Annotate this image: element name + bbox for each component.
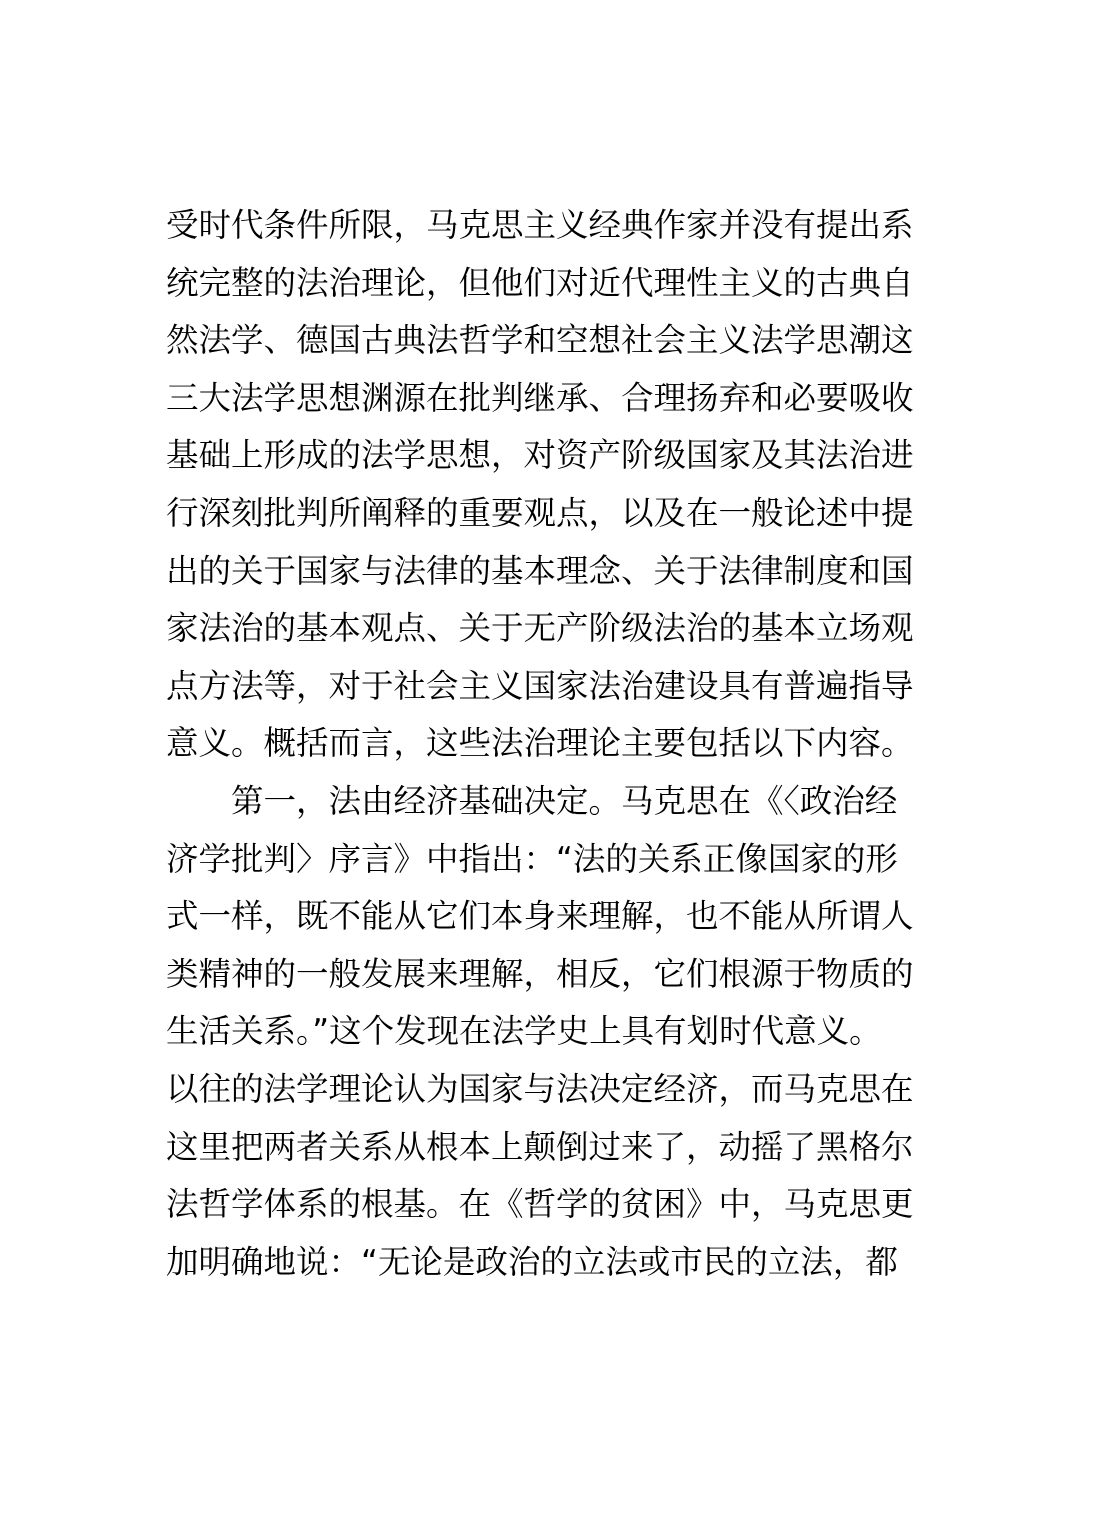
text-line: 基础上形成的法学思想，对资产阶级国家及其法治进 [166,436,914,475]
text-line: 受时代条件所限，马克思主义经典作家并没有提出系 [166,206,914,244]
text-line: 式一样，既不能从它们本身来理解，也不能从所谓人 [166,897,914,936]
text-line: 然法学、德国古典法哲学和空想社会主义法学思潮这 [166,321,914,360]
text-line: 出的关于国家与法律的基本理念、关于法律制度和国 [166,551,914,590]
text-line: 行深刻批判所阐释的重要观点，以及在一般论述中提 [166,493,914,532]
body-text [166,197,946,1291]
text-line: 点方法等，对于社会主义国家法治建设具有普遍指导 [166,666,914,705]
text-line: 三大法学思想渊源在批判继承、合理扬弃和必要吸收 [166,378,914,417]
text-line: 家法治的基本观点、关于无产阶级法治的基本立场观 [166,609,914,648]
text-line: 类精神的一般发展来理解，相反，它们根源于物质的 [166,954,914,993]
text-line: 加明确地说：“无论是政治的立法或市民的立法，都 [166,1242,898,1281]
text-line: 这里把两者关系从根本上颠倒过来了，动摇了黑格尔 [166,1127,914,1166]
text-line: 以往的法学理论认为国家与法决定经济，而马克思在 [166,1069,914,1108]
text-line: 统完整的法治理论，但他们对近代理性主义的古典自 [166,263,914,302]
text-line: 法哲学体系的根基。在《哲学的贫困》中，马克思更 [166,1185,914,1224]
text-line: 济学批判〉序言》中指出：“法的关系正像国家的形 [166,839,898,878]
paragraph-first-line: 第一，法由经济基础决定。马克思在《〈政治经 [231,781,898,820]
text-line: 生活关系。”这个发现在法学史上具有划时代意义。 [166,1012,882,1051]
text-line: 意义。概括而言，这些法治理论主要包括以下内容。 [166,724,914,763]
